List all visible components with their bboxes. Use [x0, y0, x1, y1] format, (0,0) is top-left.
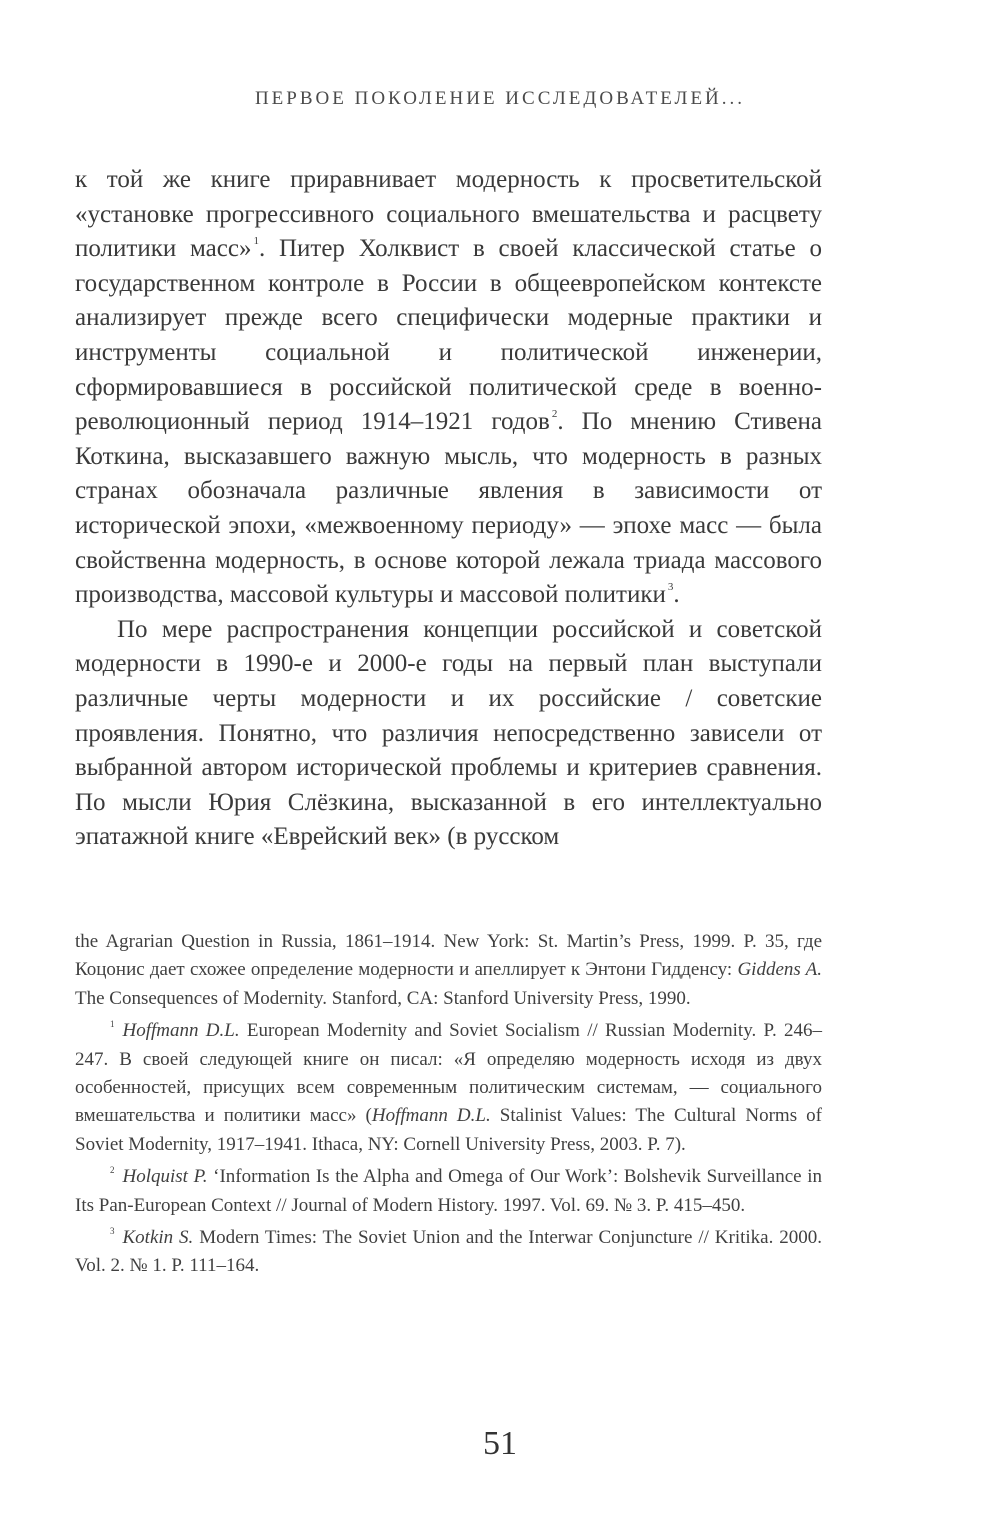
footnote-1-text-a: European Modernity and Soviet Socialism // Russian Modernity. P. 246–247. В своей следующей книге он писал: «Я определяю модерность исходя из двух особенностей, присущих всем современным политическим системам, — социального вмешательства и политики масс» ( [75, 1020, 822, 1127]
paragraph-2: По мере распространения концепции российской и советской модерности в 1990-е и 2000-е годы на первый план выступали различные черты модерности и их российские / советские проявления. Понятно, что различия непосредственно зависели от выбранной автором исторической проблемы и критериев сравнения. По мысли Юрия Слёзкина, высказанной в его интеллектуально эпатажной книге «Еврейский век» (в русском [75, 615, 822, 851]
paragraph-1 [75, 163, 822, 613]
footnote-3-text-a: Modern Times: The Soviet Union and the Interwar Conjuncture // Kritika. 2000. Vol. 2. № 1. P. 111–164. [75, 1227, 822, 1277]
footnote-2 [75, 1163, 822, 1220]
footnote-3-number: 3 [110, 1226, 115, 1237]
footnote-2-author: Holquist P. [122, 1166, 208, 1188]
page-number: 51 [483, 1425, 517, 1462]
footnote-1-author-2: Hoffmann D.L. [371, 1105, 491, 1127]
footnote-3 [75, 1224, 822, 1281]
footnote-ref-1[interactable]: 1 [253, 235, 259, 248]
footnotes [75, 928, 822, 1281]
paragraph-1-text-c: . По мнению Стивена Коткина, высказавшего важную мысль, что модерность в разных странах обозначала различные явления в зависимости от исторической эпохи, «межвоенному периоду» — эпохе масс — была свойственна модерность, в основе которой лежала триада массового производства, массовой культуры и массовой политики [75, 408, 822, 609]
footnote-continuation-text-b: The Consequences of Modernity. Stanford, CA: Stanford University Press, 1990. [75, 987, 691, 1009]
footnote-2-number: 2 [110, 1165, 115, 1176]
running-head: ПЕРВОЕ ПОКОЛЕНИЕ ИССЛЕДОВАТЕЛЕЙ... [254, 88, 746, 109]
footnote-1 [75, 1017, 822, 1159]
footnote-2-text-a: ‘Information Is the Alpha and Omega of Our Work’: Bolshevik Surveillance in Its Pan-European Context // Journal of Modern History. 1997. Vol. 69. № 3. P. 415–450. [75, 1166, 823, 1216]
footnote-ref-3[interactable]: 3 [667, 581, 674, 594]
footnote-continuation-author: Giddens A. [737, 959, 822, 981]
footnote-3-author: Kotkin S. [122, 1227, 194, 1249]
paragraph-1-text-b: . Питер Холквист в своей классической статье о государственном контроле в России в общеевропейском контексте анализирует прежде всего специфически модерные практики и инструменты социальной и политической инженерии, сформировавшиеся в российской политической среде в военно-революционный период 1914–1921 годов [75, 235, 822, 436]
paragraph-1-text-a: к той же книге приравнивает модерность к просветительской «установке прогрессивного социального вмешательства и расцвету политики масс» [75, 166, 822, 263]
footnote-ref-2[interactable]: 2 [551, 408, 558, 421]
footnote-1-number: 1 [110, 1019, 115, 1030]
footnote-1-text-b: Stalinist Values: The Cultural Norms of Soviet Modernity, 1917–1941. Ithaca, NY: Cornell University Press, 2003. P. 7). [75, 1105, 822, 1155]
footnote-1-author: Hoffmann D.L. [122, 1020, 240, 1042]
footnote-continuation [75, 928, 822, 1013]
main-text [75, 163, 822, 855]
paragraph-1-text-d: . [673, 581, 680, 609]
footnote-continuation-text-a: the Agrarian Question in Russia, 1861–1914. New York: St. Martin’s Press, 1999. P. 35, где Коцонис дает схожее определение модерности и апеллирует к Энтони Гидденсу: [75, 931, 822, 981]
